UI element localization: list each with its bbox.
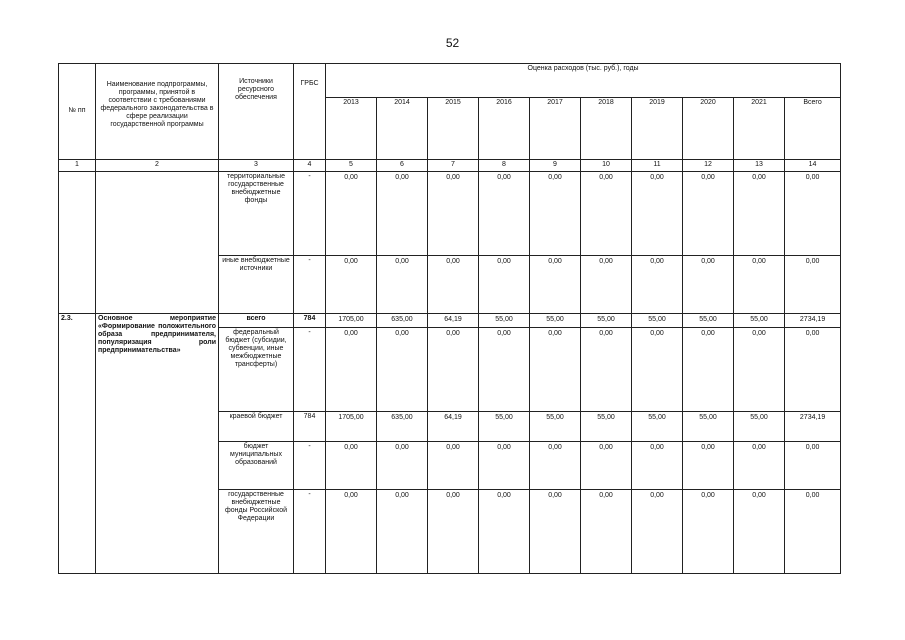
value-cell: 0,00 (530, 256, 581, 314)
value-cell: 0,00 (326, 172, 377, 256)
value-cell: 0,00 (530, 328, 581, 412)
page-number: 52 (445, 36, 460, 50)
value-cell-total: 0,00 (785, 172, 841, 256)
header-estimate: Оценка расходов (тыс. руб.), годы (326, 64, 841, 98)
value-cell: 0,00 (581, 490, 632, 574)
header-year: 2015 (428, 98, 479, 160)
value-cell: 0,00 (530, 442, 581, 490)
value-cell: 0,00 (581, 256, 632, 314)
header-year: 2020 (683, 98, 734, 160)
header-year: 2014 (377, 98, 428, 160)
source-cell: всего (219, 314, 294, 328)
column-index: 11 (632, 160, 683, 172)
value-cell: 0,00 (683, 328, 734, 412)
value-cell: 0,00 (377, 328, 428, 412)
value-cell: 0,00 (428, 172, 479, 256)
value-cell-total: 0,00 (785, 328, 841, 412)
value-cell: 0,00 (734, 256, 785, 314)
value-cell: 0,00 (479, 328, 530, 412)
table-row (59, 314, 841, 328)
value-cell: 0,00 (377, 256, 428, 314)
row-num: 2.3. (59, 314, 96, 574)
value-cell: 0,00 (632, 172, 683, 256)
source-cell: государственные внебюджетные фонды Российской Федерации (219, 490, 294, 574)
header-year: 2018 (581, 98, 632, 160)
value-cell: 0,00 (581, 328, 632, 412)
value-cell: 55,00 (632, 412, 683, 442)
row-name-empty (96, 172, 219, 314)
value-cell: 0,00 (326, 256, 377, 314)
source-cell: федеральный бюджет (субсидии, субвенции, иные межбюджетные трансферты) (219, 328, 294, 412)
value-cell: 0,00 (377, 490, 428, 574)
grbs-cell: - (294, 442, 326, 490)
value-cell: 0,00 (632, 442, 683, 490)
value-cell: 0,00 (530, 490, 581, 574)
column-index: 5 (326, 160, 377, 172)
header-grbs: ГРБС (294, 64, 326, 160)
value-cell: 635,00 (377, 314, 428, 328)
value-cell: 0,00 (734, 172, 785, 256)
header-year: 2013 (326, 98, 377, 160)
value-cell: 0,00 (428, 490, 479, 574)
value-cell: 0,00 (632, 256, 683, 314)
value-cell: 0,00 (683, 490, 734, 574)
measure-name: Основное мероприятие «Формирование положительного образа предпринимателя, популяризация роли предпринимательства» (96, 314, 219, 574)
grbs-cell: - (294, 172, 326, 256)
value-cell: 0,00 (581, 442, 632, 490)
budget-table (58, 63, 841, 574)
value-cell: 55,00 (581, 314, 632, 328)
value-cell: 0,00 (734, 490, 785, 574)
column-index: 8 (479, 160, 530, 172)
grbs-cell: - (294, 256, 326, 314)
column-index: 14 (785, 160, 841, 172)
value-cell: 0,00 (479, 442, 530, 490)
value-cell-total: 0,00 (785, 490, 841, 574)
value-cell: 635,00 (377, 412, 428, 442)
column-index: 10 (581, 160, 632, 172)
value-cell: 55,00 (530, 412, 581, 442)
header-year: 2017 (530, 98, 581, 160)
value-cell: 55,00 (632, 314, 683, 328)
grbs-cell: - (294, 328, 326, 412)
table-row (59, 172, 841, 256)
source-cell: иные внебюджетные источники (219, 256, 294, 314)
value-cell: 0,00 (734, 442, 785, 490)
column-index: 1 (59, 160, 96, 172)
grbs-cell: - (294, 490, 326, 574)
value-cell: 0,00 (530, 172, 581, 256)
column-index: 4 (294, 160, 326, 172)
value-cell: 55,00 (530, 314, 581, 328)
header-name: Наименование подпрограммы, программы, принятой в соответствии с требованиями федерального законодательства в сфере реализации государственной программы (96, 64, 219, 160)
value-cell: 0,00 (734, 328, 785, 412)
value-cell: 0,00 (326, 328, 377, 412)
header-source: Источники ресурсного обеспечения (219, 64, 294, 160)
value-cell: 0,00 (683, 442, 734, 490)
header-year: 2019 (632, 98, 683, 160)
value-cell: 64,19 (428, 412, 479, 442)
value-cell: 0,00 (632, 328, 683, 412)
column-index: 12 (683, 160, 734, 172)
source-cell: краевой бюджет (219, 412, 294, 442)
value-cell: 1705,00 (326, 314, 377, 328)
grbs-cell: 784 (294, 412, 326, 442)
value-cell: 0,00 (326, 442, 377, 490)
value-cell: 1705,00 (326, 412, 377, 442)
row-num-empty (59, 172, 96, 314)
column-index: 3 (219, 160, 294, 172)
column-index: 2 (96, 160, 219, 172)
value-cell: 55,00 (479, 412, 530, 442)
value-cell-total: 0,00 (785, 256, 841, 314)
column-index: 6 (377, 160, 428, 172)
value-cell: 55,00 (734, 412, 785, 442)
header-num: № пп (59, 64, 96, 160)
value-cell-total: 2734,19 (785, 412, 841, 442)
header-year-total: Всего (785, 98, 841, 160)
value-cell: 0,00 (683, 172, 734, 256)
header-year: 2016 (479, 98, 530, 160)
value-cell: 0,00 (479, 256, 530, 314)
value-cell: 55,00 (683, 314, 734, 328)
grbs-cell: 784 (294, 314, 326, 328)
value-cell: 0,00 (683, 256, 734, 314)
header-year: 2021 (734, 98, 785, 160)
source-cell: бюджет муниципальных образований (219, 442, 294, 490)
value-cell-total: 0,00 (785, 442, 841, 490)
value-cell: 0,00 (428, 256, 479, 314)
value-cell: 55,00 (581, 412, 632, 442)
source-cell: территориальные государственные внебюджетные фонды (219, 172, 294, 256)
value-cell: 0,00 (479, 172, 530, 256)
column-index: 7 (428, 160, 479, 172)
value-cell: 0,00 (377, 172, 428, 256)
value-cell: 55,00 (479, 314, 530, 328)
value-cell: 0,00 (428, 442, 479, 490)
value-cell: 0,00 (632, 490, 683, 574)
value-cell: 55,00 (734, 314, 785, 328)
column-index: 9 (530, 160, 581, 172)
value-cell: 0,00 (326, 490, 377, 574)
column-index: 13 (734, 160, 785, 172)
value-cell: 0,00 (428, 328, 479, 412)
value-cell: 55,00 (683, 412, 734, 442)
value-cell: 0,00 (581, 172, 632, 256)
value-cell: 0,00 (479, 490, 530, 574)
value-cell: 64,19 (428, 314, 479, 328)
value-cell: 0,00 (377, 442, 428, 490)
value-cell-total: 2734,19 (785, 314, 841, 328)
